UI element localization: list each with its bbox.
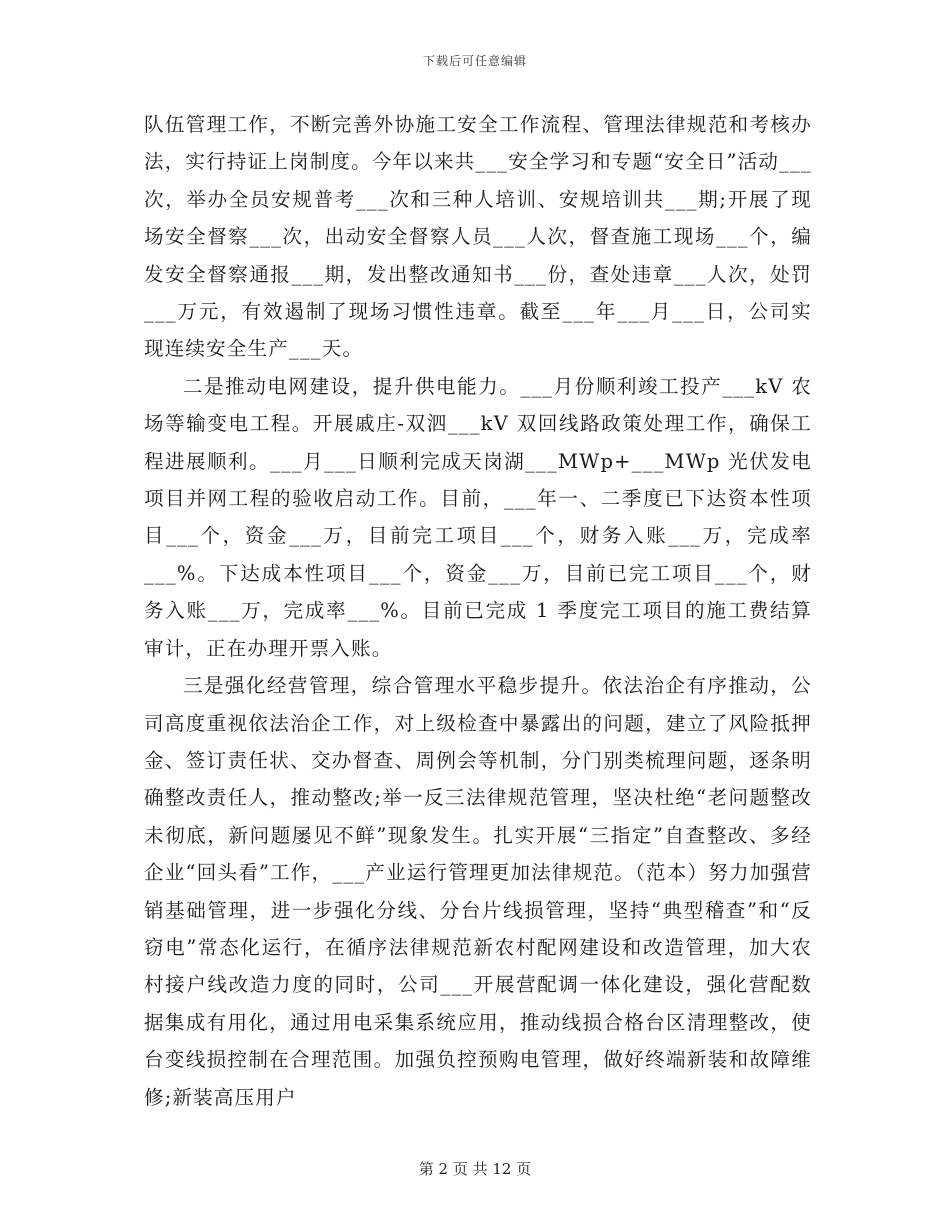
body-paragraph: 三是强化经营管理，综合管理水平稳步提升。依法治企有序推动，公司高度重视依法治企工作，对上级检查中暴露出的问题，建立了风险抵押金、签订责任状、交办督查、周例会等机制，分门别类梳理问题，逐条明确整改责任人，推动整改;举一反三法律规范管理，坚决杜绝“老问题整改未彻底，新问题屡见不鲜”现象发生。扎实开展“三指定”自查整改、多经企业“回头看”工作，___产业运行管理更加法律规范。（范本）努力加强营销基础管理，进一步强化分线、分台片线损管理，坚持“典型稽查”和“反窃电”常态化运行，在循序法律规范新农村配网建设和改造管理，加大农村接户线改造力度的同时，公司___开展营配调一体化建设，强化营配数据集成有用化，通过用电采集系统应用，推动线损合格台区清理整改，使台变线损控制在合理范围。加强负控预购电管理，做好终端新装和故障维修;新装高压用户: [144, 674, 812, 1109]
page-header: 下载后可任意编辑: [422, 54, 527, 68]
page-number: 第 2 页 共 12 页: [418, 1160, 532, 1178]
document-body: [144, 106, 812, 1116]
body-paragraph: 队伍管理工作，不断完善外协施工安全工作流程、管理法律规范和考核办法，实行持证上岗制度。今年以来共___安全学习和专题“安全日”活动___次，举办全员安规普考___次和三种人培训、安规培训共___期;开展了现场安全督察___次，出动安全督察人员___人次，督查施工现场___个，编发安全督察通报___期，发出整改通知书___份，查处违章___人次，处罚___万元，有效遏制了现场习惯性违章。截至___年___月___日，公司实现连续安全生产___天。: [144, 113, 812, 361]
body-paragraph: 二是推动电网建设，提升供电能力。___月份顺利竣工投产___kV 农场等输变电工程。开展戚庄-双泗___kV 双回线路政策处理工作，确保工程进展顺利。___月___日顺利完成天岗湖___MWp+___MWp 光伏发电项目并网工程的验收启动工作。目前，___年一、二季度已下达资本性项目___个，资金___万，目前完工项目___个，财务入账___万，完成率___%。下达成本性项目___个，资金___万，目前已完工项目___个，财务入账___万，完成率___%。目前已完成 1 季度完工项目的施工费结算审计，正在办理开票入账。: [144, 374, 812, 660]
